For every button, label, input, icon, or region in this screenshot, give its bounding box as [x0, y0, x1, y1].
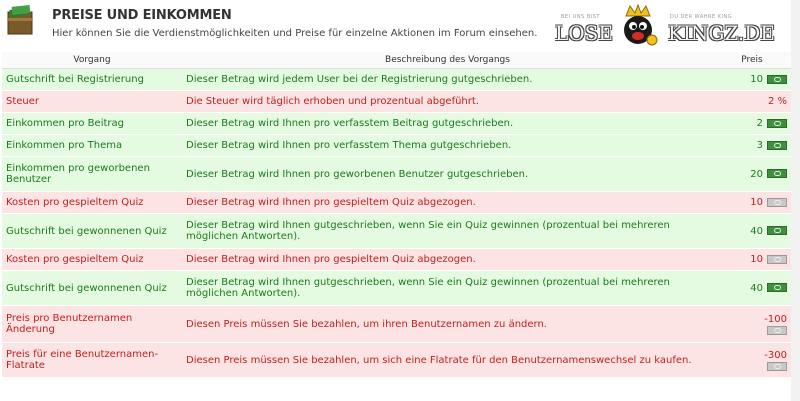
row-price-cell	[713, 113, 791, 135]
page-header	[0, 0, 800, 52]
row-price: 40	[750, 225, 763, 237]
table-row	[2, 343, 791, 378]
row-description: Die Steuer wird täglich erhoben und prozentual abgeführt.	[182, 91, 713, 113]
row-price-cell	[713, 157, 791, 192]
table-row	[2, 306, 791, 343]
row-description: Dieser Betrag wird Ihnen gutgeschrieben, wenn Sie ein Quiz gewinnen (prozentual bei mehreren möglichen Antworten).	[182, 271, 713, 306]
row-price: 3	[756, 140, 763, 151]
row-name: Gutschrift bei gewonnenen Quiz	[2, 271, 182, 306]
table-header-row	[2, 52, 791, 69]
row-price: 20	[750, 168, 763, 180]
logo-word-left: LOSE	[555, 21, 613, 45]
row-price-cell	[713, 91, 791, 113]
green-money-icon	[767, 75, 787, 84]
table-row	[2, 192, 791, 214]
row-price: 40	[750, 282, 763, 294]
row-name: Gutschrift bei Registrierung	[2, 69, 182, 91]
row-description: Diesen Preis müssen Sie bezahlen, um sich eine Flatrate für den Benutzernamenswechsel zu kaufen.	[182, 343, 713, 378]
row-name: Preis für eine Benutzernamen-Flatrate	[2, 343, 182, 378]
row-price: 10	[750, 197, 763, 208]
table-row	[2, 69, 791, 91]
row-price-cell	[713, 271, 791, 306]
green-money-icon	[767, 141, 787, 150]
row-name: Kosten pro gespieltem Quiz	[2, 249, 182, 271]
row-description: Diesen Preis müssen Sie bezahlen, um ihren Benutzernamen zu ändern.	[182, 306, 713, 343]
row-price: 10	[750, 254, 763, 265]
page-title: PREISE UND EINKOMMEN	[52, 8, 232, 23]
row-name: Kosten pro gespieltem Quiz	[2, 192, 182, 214]
row-price: 2 %	[767, 96, 787, 107]
grey-money-icon	[767, 255, 787, 264]
page-subtitle: Hier können Sie die Verdienstmöglichkeiten und Preise für einzelne Aktionen im Forum einsehen.	[52, 28, 538, 39]
row-price: -300	[764, 350, 787, 361]
green-money-icon	[767, 169, 787, 178]
row-price-cell	[713, 192, 791, 214]
column-header-preis: Preis	[713, 52, 791, 69]
table-row	[2, 271, 791, 306]
row-price: 2	[756, 118, 763, 129]
row-price-cell	[713, 135, 791, 157]
logo-tagline-right: DU DER WAHRE KING	[670, 14, 733, 20]
green-money-icon	[767, 283, 787, 292]
row-price-cell	[713, 69, 791, 91]
row-description: Dieser Betrag wird jedem User bei der Registrierung gutgeschrieben.	[182, 69, 713, 91]
row-description: Dieser Betrag wird Ihnen pro geworbenen Benutzer gutgeschrieben.	[182, 157, 713, 192]
king-mascot-icon	[616, 4, 660, 48]
grey-money-icon	[767, 326, 787, 335]
page-scrollbar[interactable]	[791, 0, 800, 401]
column-header-beschreibung: Beschreibung des Vorgangs	[182, 52, 713, 69]
grey-money-icon	[767, 198, 787, 207]
row-price-cell	[713, 249, 791, 271]
row-price: -100	[764, 314, 787, 325]
money-box-icon	[6, 4, 36, 36]
grey-money-icon	[767, 362, 787, 371]
logo-tagline-left: BEI UNS BIST	[561, 14, 600, 20]
row-description: Dieser Betrag wird Ihnen pro gespieltem Quiz abgezogen.	[182, 249, 713, 271]
table-row	[2, 91, 791, 113]
row-description: Dieser Betrag wird Ihnen pro gespieltem Quiz abgezogen.	[182, 192, 713, 214]
table-row	[2, 135, 791, 157]
row-price-cell	[713, 306, 791, 343]
row-description: Dieser Betrag wird Ihnen pro verfasstem Thema gutgeschrieben.	[182, 135, 713, 157]
row-description: Dieser Betrag wird Ihnen pro verfasstem Beitrag gutgeschrieben.	[182, 113, 713, 135]
row-name: Einkommen pro Thema	[2, 135, 182, 157]
prices-table	[2, 52, 791, 378]
green-money-icon	[767, 226, 787, 235]
column-header-vorgang: Vorgang	[2, 52, 182, 69]
table-row	[2, 113, 791, 135]
site-logo[interactable]	[553, 4, 788, 48]
row-price: 10	[750, 74, 763, 85]
row-price-cell	[713, 343, 791, 378]
logo-word-right: KINGZ.DE	[668, 21, 775, 45]
green-money-icon	[767, 119, 787, 128]
row-name: Preis pro Benutzernamen Änderung	[2, 306, 182, 343]
row-name: Gutschrift bei gewonnenen Quiz	[2, 214, 182, 249]
row-description: Dieser Betrag wird Ihnen gutgeschrieben, wenn Sie ein Quiz gewinnen (prozentual bei mehreren möglichen Antworten).	[182, 214, 713, 249]
table-row	[2, 214, 791, 249]
row-name: Einkommen pro geworbenen Benutzer	[2, 157, 182, 192]
row-name: Steuer	[2, 91, 182, 113]
table-row	[2, 249, 791, 271]
row-name: Einkommen pro Beitrag	[2, 113, 182, 135]
table-row	[2, 157, 791, 192]
row-price-cell	[713, 214, 791, 249]
